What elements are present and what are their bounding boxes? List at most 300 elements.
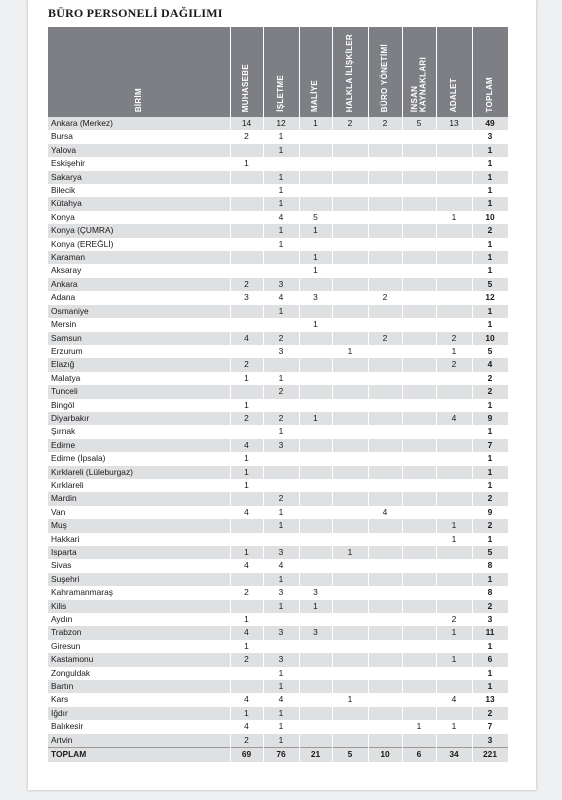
count-cell xyxy=(402,492,436,505)
count-cell: 1 xyxy=(263,197,299,210)
count-cell xyxy=(436,264,472,277)
unit-name-cell: Ankara (Merkez) xyxy=(48,117,230,130)
count-cell: 2 xyxy=(230,653,263,666)
count-cell xyxy=(402,224,436,237)
table-row xyxy=(48,506,508,519)
count-cell xyxy=(230,519,263,532)
count-cell: 3 xyxy=(263,278,299,291)
unit-name-cell: Elazığ xyxy=(48,358,230,371)
count-cell: 1 xyxy=(332,345,368,358)
count-cell: 2 xyxy=(368,332,402,345)
count-cell xyxy=(402,345,436,358)
count-cell: 1 xyxy=(263,305,299,318)
count-cell xyxy=(299,573,332,586)
count-cell xyxy=(299,479,332,492)
table-row xyxy=(48,238,508,251)
unit-name-cell: Bilecik xyxy=(48,184,230,197)
count-cell: 1 xyxy=(263,600,299,613)
count-cell xyxy=(368,546,402,559)
count-cell xyxy=(332,425,368,438)
table-row xyxy=(48,399,508,412)
total-cell: 76 xyxy=(263,748,299,762)
unit-name-cell: Balıkesir xyxy=(48,720,230,733)
total-cell: 21 xyxy=(299,748,332,762)
table-row xyxy=(48,318,508,331)
count-cell: 1 xyxy=(402,720,436,733)
count-cell xyxy=(402,546,436,559)
count-cell: 4 xyxy=(230,559,263,572)
count-cell xyxy=(402,291,436,304)
count-cell xyxy=(436,278,472,291)
count-cell xyxy=(368,184,402,197)
count-cell xyxy=(402,425,436,438)
unit-name-cell: Konya (EREĞLİ) xyxy=(48,238,230,251)
count-cell: 4 xyxy=(230,626,263,639)
count-cell xyxy=(436,425,472,438)
count-cell xyxy=(368,707,402,720)
total-cell: 10 xyxy=(368,748,402,762)
count-cell xyxy=(230,492,263,505)
table-row xyxy=(48,586,508,599)
count-cell: 1 xyxy=(263,734,299,748)
header-row xyxy=(48,27,508,117)
count-cell: 1 xyxy=(263,425,299,438)
count-cell: 2 xyxy=(230,412,263,425)
table-row xyxy=(48,439,508,452)
unit-name-cell: Mardin xyxy=(48,492,230,505)
count-cell xyxy=(436,734,472,748)
count-cell xyxy=(436,318,472,331)
unit-name-cell: Kilis xyxy=(48,600,230,613)
count-cell xyxy=(299,519,332,532)
count-cell xyxy=(299,546,332,559)
count-cell xyxy=(436,305,472,318)
table-row xyxy=(48,251,508,264)
count-cell xyxy=(402,452,436,465)
count-cell xyxy=(436,439,472,452)
count-cell xyxy=(402,238,436,251)
count-cell xyxy=(402,264,436,277)
count-cell xyxy=(299,506,332,519)
count-cell xyxy=(402,332,436,345)
row-total-cell: 2 xyxy=(472,224,508,237)
count-cell xyxy=(368,439,402,452)
count-cell xyxy=(263,466,299,479)
count-cell xyxy=(332,519,368,532)
count-cell xyxy=(436,600,472,613)
count-cell xyxy=(332,130,368,143)
row-total-cell: 1 xyxy=(472,171,508,184)
count-cell xyxy=(368,144,402,157)
count-cell: 1 xyxy=(299,318,332,331)
count-cell xyxy=(332,653,368,666)
unit-name-cell: Sakarya xyxy=(48,171,230,184)
count-cell: 1 xyxy=(332,546,368,559)
table-row xyxy=(48,720,508,733)
row-total-cell: 2 xyxy=(472,492,508,505)
count-cell: 1 xyxy=(263,238,299,251)
unit-name-cell: Aydın xyxy=(48,613,230,626)
column-header: BİRİM xyxy=(48,27,230,117)
count-cell xyxy=(436,291,472,304)
count-cell xyxy=(332,184,368,197)
count-cell xyxy=(332,439,368,452)
column-header: MUHASEBE xyxy=(230,27,263,117)
count-cell xyxy=(230,144,263,157)
unit-name-cell: Bingöl xyxy=(48,399,230,412)
count-cell xyxy=(299,667,332,680)
count-cell xyxy=(402,667,436,680)
row-total-cell: 1 xyxy=(472,479,508,492)
unit-name-cell: Osmaniye xyxy=(48,305,230,318)
table-row xyxy=(48,734,508,748)
count-cell xyxy=(402,519,436,532)
row-total-cell: 1 xyxy=(472,197,508,210)
row-total-cell: 1 xyxy=(472,318,508,331)
table-row xyxy=(48,466,508,479)
count-cell xyxy=(368,680,402,693)
column-header: MALİYE xyxy=(299,27,332,117)
table-row xyxy=(48,452,508,465)
count-cell xyxy=(332,171,368,184)
count-cell xyxy=(263,157,299,170)
table-row xyxy=(48,224,508,237)
count-cell xyxy=(230,251,263,264)
count-cell xyxy=(332,533,368,546)
unit-name-cell: Suşehri xyxy=(48,573,230,586)
count-cell xyxy=(436,372,472,385)
table-row xyxy=(48,479,508,492)
count-cell xyxy=(230,264,263,277)
count-cell: 2 xyxy=(263,385,299,398)
count-cell: 1 xyxy=(436,720,472,733)
unit-name-cell: Edirne (İpsala) xyxy=(48,452,230,465)
count-cell: 1 xyxy=(230,399,263,412)
count-cell xyxy=(436,399,472,412)
count-cell: 1 xyxy=(299,117,332,130)
count-cell: 14 xyxy=(230,117,263,130)
unit-name-cell: Konya xyxy=(48,211,230,224)
count-cell xyxy=(368,720,402,733)
unit-name-cell: Tunceli xyxy=(48,385,230,398)
row-total-cell: 1 xyxy=(472,144,508,157)
count-cell xyxy=(402,586,436,599)
count-cell xyxy=(230,238,263,251)
count-cell xyxy=(299,693,332,706)
row-total-cell: 12 xyxy=(472,291,508,304)
count-cell xyxy=(436,251,472,264)
count-cell xyxy=(332,157,368,170)
count-cell xyxy=(299,238,332,251)
row-total-cell: 1 xyxy=(472,680,508,693)
count-cell xyxy=(332,573,368,586)
count-cell xyxy=(230,667,263,680)
count-cell xyxy=(299,372,332,385)
unit-name-cell: Isparta xyxy=(48,546,230,559)
count-cell xyxy=(368,171,402,184)
count-cell xyxy=(299,399,332,412)
count-cell: 4 xyxy=(263,559,299,572)
count-cell xyxy=(436,479,472,492)
count-cell: 3 xyxy=(299,626,332,639)
count-cell: 1 xyxy=(230,452,263,465)
count-cell xyxy=(368,693,402,706)
count-cell xyxy=(402,680,436,693)
count-cell xyxy=(230,171,263,184)
count-cell xyxy=(368,586,402,599)
count-cell: 4 xyxy=(263,211,299,224)
unit-name-cell: Karaman xyxy=(48,251,230,264)
unit-name-cell: Sivas xyxy=(48,559,230,572)
table-row xyxy=(48,667,508,680)
count-cell xyxy=(368,385,402,398)
count-cell xyxy=(368,653,402,666)
count-cell: 1 xyxy=(299,264,332,277)
row-total-cell: 3 xyxy=(472,130,508,143)
count-cell xyxy=(368,211,402,224)
count-cell xyxy=(299,680,332,693)
count-cell: 2 xyxy=(230,130,263,143)
count-cell xyxy=(402,157,436,170)
count-cell xyxy=(436,197,472,210)
count-cell xyxy=(436,238,472,251)
count-cell xyxy=(436,506,472,519)
count-cell xyxy=(332,318,368,331)
total-cell: 6 xyxy=(402,748,436,762)
count-cell xyxy=(402,305,436,318)
count-cell: 1 xyxy=(263,720,299,733)
count-cell xyxy=(332,707,368,720)
column-header: İŞLETME xyxy=(263,27,299,117)
count-cell xyxy=(402,372,436,385)
count-cell: 4 xyxy=(230,439,263,452)
row-total-cell: 1 xyxy=(472,238,508,251)
count-cell xyxy=(299,425,332,438)
unit-name-cell: Kars xyxy=(48,693,230,706)
count-cell xyxy=(402,734,436,748)
count-cell xyxy=(402,573,436,586)
count-cell xyxy=(263,640,299,653)
count-cell xyxy=(299,345,332,358)
count-cell xyxy=(402,533,436,546)
table-row xyxy=(48,600,508,613)
row-total-cell: 4 xyxy=(472,358,508,371)
table-row xyxy=(48,492,508,505)
count-cell xyxy=(230,305,263,318)
count-cell: 3 xyxy=(263,586,299,599)
count-cell xyxy=(263,613,299,626)
row-total-cell: 1 xyxy=(472,264,508,277)
count-cell: 2 xyxy=(368,117,402,130)
table-row xyxy=(48,653,508,666)
count-cell xyxy=(402,626,436,639)
count-cell xyxy=(436,680,472,693)
row-total-cell: 1 xyxy=(472,466,508,479)
row-total-cell: 10 xyxy=(472,332,508,345)
count-cell xyxy=(230,211,263,224)
table-row xyxy=(48,278,508,291)
count-cell xyxy=(436,157,472,170)
count-cell xyxy=(332,613,368,626)
count-cell xyxy=(402,385,436,398)
table-row xyxy=(48,291,508,304)
total-cell: 69 xyxy=(230,748,263,762)
count-cell xyxy=(368,640,402,653)
count-cell xyxy=(230,680,263,693)
column-header: BÜRO YÖNETİMİ xyxy=(368,27,402,117)
count-cell xyxy=(368,667,402,680)
total-cell: 5 xyxy=(332,748,368,762)
count-cell: 1 xyxy=(436,345,472,358)
unit-name-cell: Kastamonu xyxy=(48,653,230,666)
count-cell xyxy=(263,399,299,412)
count-cell xyxy=(436,144,472,157)
count-cell xyxy=(436,130,472,143)
count-cell: 4 xyxy=(230,693,263,706)
count-cell: 1 xyxy=(263,184,299,197)
count-cell xyxy=(299,734,332,748)
count-cell xyxy=(402,130,436,143)
count-cell: 1 xyxy=(299,224,332,237)
row-total-cell: 1 xyxy=(472,184,508,197)
row-total-cell: 1 xyxy=(472,399,508,412)
unit-name-cell: Giresun xyxy=(48,640,230,653)
row-total-cell: 5 xyxy=(472,278,508,291)
count-cell xyxy=(263,358,299,371)
count-cell xyxy=(368,466,402,479)
row-total-cell: 8 xyxy=(472,559,508,572)
count-cell: 1 xyxy=(299,251,332,264)
count-cell xyxy=(402,439,436,452)
row-total-cell: 7 xyxy=(472,439,508,452)
count-cell xyxy=(436,586,472,599)
count-cell xyxy=(332,197,368,210)
count-cell xyxy=(299,653,332,666)
count-cell xyxy=(402,506,436,519)
count-cell xyxy=(332,667,368,680)
count-cell: 1 xyxy=(263,224,299,237)
count-cell: 2 xyxy=(230,734,263,748)
count-cell xyxy=(368,278,402,291)
count-cell xyxy=(436,707,472,720)
count-cell xyxy=(402,278,436,291)
count-cell xyxy=(230,184,263,197)
table-row xyxy=(48,680,508,693)
unit-name-cell: Aksaray xyxy=(48,264,230,277)
count-cell: 2 xyxy=(436,358,472,371)
unit-name-cell: Kırklareli (Lüleburgaz) xyxy=(48,466,230,479)
unit-name-cell: Yalova xyxy=(48,144,230,157)
count-cell xyxy=(402,466,436,479)
count-cell xyxy=(332,640,368,653)
count-cell xyxy=(299,385,332,398)
count-cell xyxy=(263,264,299,277)
count-cell: 3 xyxy=(263,653,299,666)
total-label: TOPLAM xyxy=(48,748,230,762)
grand-total-cell: 221 xyxy=(472,748,508,762)
count-cell xyxy=(368,197,402,210)
count-cell: 1 xyxy=(436,626,472,639)
count-cell xyxy=(332,466,368,479)
table-row xyxy=(48,157,508,170)
count-cell xyxy=(368,573,402,586)
count-cell xyxy=(402,144,436,157)
count-cell: 2 xyxy=(332,117,368,130)
count-cell xyxy=(402,318,436,331)
unit-name-cell: Artvin xyxy=(48,734,230,748)
table-row xyxy=(48,197,508,210)
count-cell xyxy=(436,546,472,559)
count-cell: 1 xyxy=(263,573,299,586)
count-cell xyxy=(368,399,402,412)
count-cell: 2 xyxy=(368,291,402,304)
count-cell xyxy=(436,171,472,184)
count-cell xyxy=(230,345,263,358)
row-total-cell: 8 xyxy=(472,586,508,599)
count-cell: 1 xyxy=(436,653,472,666)
table-row xyxy=(48,184,508,197)
count-cell: 4 xyxy=(263,693,299,706)
table-row xyxy=(48,425,508,438)
count-cell xyxy=(402,479,436,492)
row-total-cell: 5 xyxy=(472,345,508,358)
count-cell: 3 xyxy=(299,586,332,599)
count-cell xyxy=(332,291,368,304)
count-cell: 3 xyxy=(263,546,299,559)
count-cell xyxy=(368,238,402,251)
count-cell xyxy=(368,358,402,371)
count-cell: 4 xyxy=(263,291,299,304)
count-cell xyxy=(332,506,368,519)
count-cell xyxy=(368,251,402,264)
count-cell: 2 xyxy=(436,613,472,626)
count-cell xyxy=(299,439,332,452)
count-cell xyxy=(436,573,472,586)
count-cell xyxy=(332,600,368,613)
count-cell xyxy=(299,613,332,626)
count-cell: 3 xyxy=(263,626,299,639)
count-cell: 1 xyxy=(332,693,368,706)
count-cell xyxy=(332,358,368,371)
count-cell xyxy=(299,707,332,720)
count-cell xyxy=(368,318,402,331)
row-total-cell: 2 xyxy=(472,519,508,532)
count-cell xyxy=(402,640,436,653)
row-total-cell: 1 xyxy=(472,305,508,318)
count-cell xyxy=(368,224,402,237)
column-header: ADALET xyxy=(436,27,472,117)
table-row xyxy=(48,264,508,277)
table-row xyxy=(48,613,508,626)
table-row xyxy=(48,144,508,157)
count-cell xyxy=(436,224,472,237)
count-cell xyxy=(230,224,263,237)
count-cell xyxy=(368,372,402,385)
table-row xyxy=(48,693,508,706)
count-cell xyxy=(230,385,263,398)
count-cell: 2 xyxy=(230,358,263,371)
count-cell xyxy=(332,492,368,505)
count-cell xyxy=(299,171,332,184)
count-cell: 1 xyxy=(436,533,472,546)
count-cell xyxy=(402,653,436,666)
count-cell: 1 xyxy=(299,412,332,425)
count-cell xyxy=(263,452,299,465)
table-row xyxy=(48,385,508,398)
count-cell: 4 xyxy=(436,412,472,425)
count-cell: 2 xyxy=(263,492,299,505)
count-cell: 1 xyxy=(230,372,263,385)
